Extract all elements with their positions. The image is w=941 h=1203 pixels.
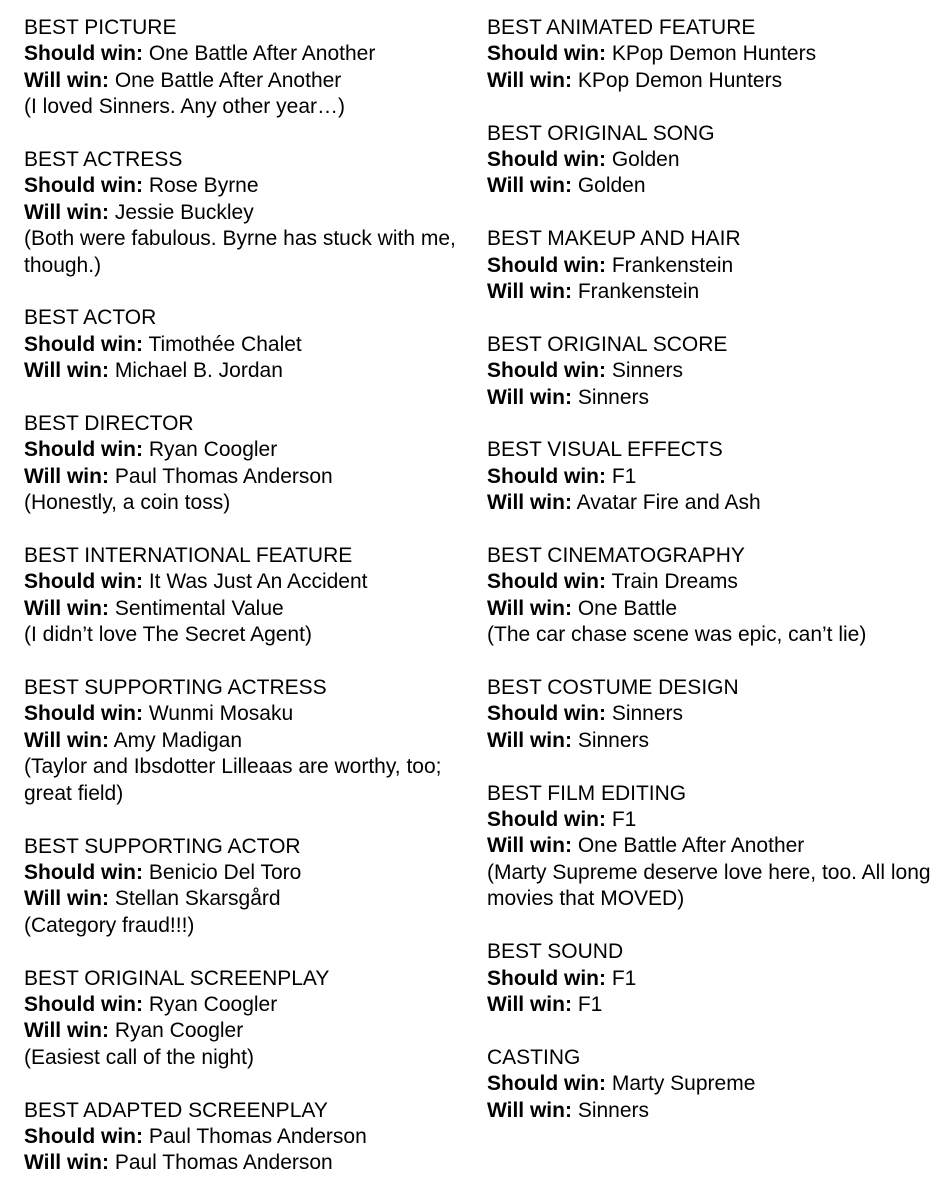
should-win-value: Paul Thomas Anderson [148, 1124, 367, 1148]
should-win-label: Should win: [24, 42, 143, 66]
will-win-value: Jessie Buckley [114, 200, 254, 224]
will-win-value: One Battle After Another [577, 834, 805, 858]
should-win-line [487, 966, 937, 992]
should-win-label: Should win: [487, 42, 606, 66]
should-win-label: Should win: [487, 148, 606, 172]
left-column [24, 15, 474, 1203]
should-win-label: Should win: [24, 1124, 143, 1148]
will-win-label: Will win: [24, 1151, 109, 1175]
should-win-line [24, 701, 474, 727]
will-win-line [487, 490, 937, 516]
will-win-line [487, 596, 937, 622]
should-win-line [24, 41, 474, 67]
category-title: BEST ACTRESS [24, 148, 183, 172]
will-win-value: Michael B. Jordan [114, 359, 283, 383]
will-win-value: Sinners [577, 385, 650, 409]
should-win-value: Ryan Coogler [148, 992, 278, 1016]
category-title: BEST COSTUME DESIGN [487, 676, 739, 700]
category-title: BEST FILM EDITING [487, 781, 687, 805]
will-win-label: Will win: [487, 1098, 572, 1122]
will-win-value: Golden [577, 174, 646, 198]
will-win-value: Avatar Fire and Ash [576, 491, 761, 515]
category-note: (Taylor and Ibsdotter Lilleaas are worthy, too; great field) [24, 755, 442, 805]
category-note: (I didn’t love The Secret Agent) [24, 623, 312, 647]
will-win-line [487, 728, 937, 754]
should-win-label: Should win: [487, 464, 606, 488]
should-win-label: Should win: [487, 570, 606, 594]
category-note: (Category fraud!!!) [24, 913, 195, 937]
category-note: (The car chase scene was epic, can’t lie) [487, 623, 867, 647]
should-win-value: Ryan Coogler [148, 438, 278, 462]
should-win-label: Should win: [24, 860, 143, 884]
will-win-value: Amy Madigan [113, 728, 243, 752]
will-win-value: F1 [577, 992, 603, 1016]
will-win-value: Sinners [577, 1098, 650, 1122]
will-win-value: One Battle After Another [114, 68, 342, 92]
should-win-label: Should win: [24, 438, 143, 462]
will-win-label: Will win: [24, 596, 109, 620]
should-win-value: Marty Supreme [611, 1072, 756, 1096]
will-win-label: Will win: [487, 596, 572, 620]
category-block [24, 147, 474, 279]
will-win-line [487, 385, 937, 411]
should-win-line [487, 569, 937, 595]
category-block [487, 781, 937, 913]
will-win-line [24, 464, 474, 490]
will-win-line [487, 173, 937, 199]
should-win-line [24, 173, 474, 199]
right-column [487, 15, 937, 1150]
will-win-label: Will win: [24, 200, 109, 224]
category-title: BEST DIRECTOR [24, 412, 194, 436]
should-win-line [24, 860, 474, 886]
should-win-line [24, 569, 474, 595]
category-title: BEST SOUND [487, 940, 624, 964]
category-block [24, 675, 474, 807]
will-win-label: Will win: [24, 887, 109, 911]
will-win-line [487, 992, 937, 1018]
will-win-line [24, 200, 474, 226]
category-block [24, 966, 474, 1072]
will-win-value: Sinners [577, 728, 650, 752]
should-win-value: One Battle After Another [148, 42, 376, 66]
should-win-line [24, 1124, 474, 1150]
category-block [487, 226, 937, 305]
category-block [24, 305, 474, 384]
should-win-value: Sinners [611, 702, 684, 726]
category-title: BEST ORIGINAL SONG [487, 121, 715, 145]
should-win-value: Wunmi Mosaku [148, 702, 294, 726]
will-win-label: Will win: [487, 834, 572, 858]
category-block [487, 332, 937, 411]
should-win-line [487, 464, 937, 490]
category-block [24, 834, 474, 940]
category-block [24, 411, 474, 517]
should-win-value: Rose Byrne [148, 174, 259, 198]
should-win-value: It Was Just An Accident [148, 570, 368, 594]
should-win-value: F1 [611, 464, 637, 488]
should-win-line [487, 41, 937, 67]
will-win-label: Will win: [487, 491, 572, 515]
category-title: BEST ORIGINAL SCORE [487, 332, 728, 356]
will-win-line [487, 279, 937, 305]
should-win-label: Should win: [487, 1072, 606, 1096]
should-win-line [24, 992, 474, 1018]
will-win-line [24, 358, 474, 384]
should-win-label: Should win: [24, 702, 143, 726]
should-win-label: Should win: [487, 359, 606, 383]
will-win-value: Stellan Skarsgård [114, 887, 281, 911]
should-win-line [487, 358, 937, 384]
should-win-label: Should win: [24, 570, 143, 594]
will-win-line [24, 728, 474, 754]
category-title: BEST ORIGINAL SCREENPLAY [24, 966, 330, 990]
should-win-value: Sinners [611, 359, 684, 383]
category-title: BEST ADAPTED SCREENPLAY [24, 1098, 328, 1122]
category-note: (Both were fabulous. Byrne has stuck with me, though.) [24, 227, 456, 277]
should-win-label: Should win: [24, 174, 143, 198]
category-block [24, 1098, 474, 1177]
should-win-line [487, 147, 937, 173]
will-win-label: Will win: [24, 728, 109, 752]
should-win-line [24, 332, 474, 358]
category-title: CASTING [487, 1045, 581, 1069]
should-win-label: Should win: [487, 808, 606, 832]
will-win-value: Frankenstein [577, 280, 700, 304]
will-win-label: Will win: [24, 464, 109, 488]
should-win-value: Train Dreams [611, 570, 738, 594]
will-win-value: Paul Thomas Anderson [114, 1151, 333, 1175]
category-block [487, 437, 937, 516]
should-win-label: Should win: [487, 702, 606, 726]
category-block [24, 543, 474, 649]
should-win-value: Timothée Chalet [148, 332, 302, 356]
will-win-label: Will win: [487, 385, 572, 409]
should-win-label: Should win: [487, 253, 606, 277]
should-win-value: F1 [611, 808, 637, 832]
category-note: (Easiest call of the night) [24, 1045, 254, 1069]
category-note: (Marty Supreme deserve love here, too. All long movies that MOVED) [487, 860, 931, 911]
will-win-label: Will win: [487, 992, 572, 1016]
category-block [487, 675, 937, 754]
should-win-value: KPop Demon Hunters [611, 42, 817, 66]
category-block [24, 15, 474, 121]
will-win-label: Will win: [487, 280, 572, 304]
category-title: BEST SUPPORTING ACTRESS [24, 676, 327, 700]
should-win-label: Should win: [24, 332, 143, 356]
category-title: BEST MAKEUP AND HAIR [487, 227, 741, 251]
will-win-line [487, 68, 937, 94]
will-win-line [487, 833, 937, 859]
category-title: BEST ANIMATED FEATURE [487, 16, 756, 39]
category-title: BEST PICTURE [24, 16, 177, 39]
will-win-line [487, 1098, 937, 1124]
will-win-value: One Battle [577, 596, 678, 620]
should-win-value: Golden [611, 148, 680, 172]
will-win-label: Will win: [487, 728, 572, 752]
will-win-line [24, 1150, 474, 1176]
category-title: BEST ACTOR [24, 306, 157, 330]
category-note: (Honestly, a coin toss) [24, 491, 231, 515]
should-win-line [487, 253, 937, 279]
will-win-label: Will win: [487, 174, 572, 198]
category-block [487, 121, 937, 200]
will-win-line [24, 886, 474, 912]
should-win-line [487, 701, 937, 727]
should-win-value: Benicio Del Toro [148, 860, 302, 884]
will-win-value: Sentimental Value [114, 596, 284, 620]
should-win-line [24, 437, 474, 463]
category-block [487, 15, 937, 94]
will-win-label: Will win: [487, 68, 572, 92]
category-title: BEST SUPPORTING ACTOR [24, 834, 301, 858]
category-title: BEST CINEMATOGRAPHY [487, 544, 745, 568]
should-win-line [487, 1071, 937, 1097]
should-win-value: Frankenstein [611, 253, 734, 277]
will-win-value: KPop Demon Hunters [577, 68, 783, 92]
will-win-label: Will win: [24, 1019, 109, 1043]
should-win-label: Should win: [24, 992, 143, 1016]
will-win-line [24, 596, 474, 622]
category-block [487, 543, 937, 649]
will-win-line [24, 1018, 474, 1044]
category-title: BEST INTERNATIONAL FEATURE [24, 544, 353, 568]
should-win-line [487, 807, 937, 833]
will-win-value: Paul Thomas Anderson [114, 464, 333, 488]
will-win-label: Will win: [24, 68, 109, 92]
should-win-label: Should win: [487, 966, 606, 990]
will-win-line [24, 68, 474, 94]
category-title: BEST VISUAL EFFECTS [487, 438, 723, 462]
category-note: (I loved Sinners. Any other year…) [24, 95, 345, 119]
category-block [487, 939, 937, 1018]
should-win-value: F1 [611, 966, 637, 990]
will-win-value: Ryan Coogler [114, 1019, 244, 1043]
category-block [487, 1045, 937, 1124]
will-win-label: Will win: [24, 359, 109, 383]
